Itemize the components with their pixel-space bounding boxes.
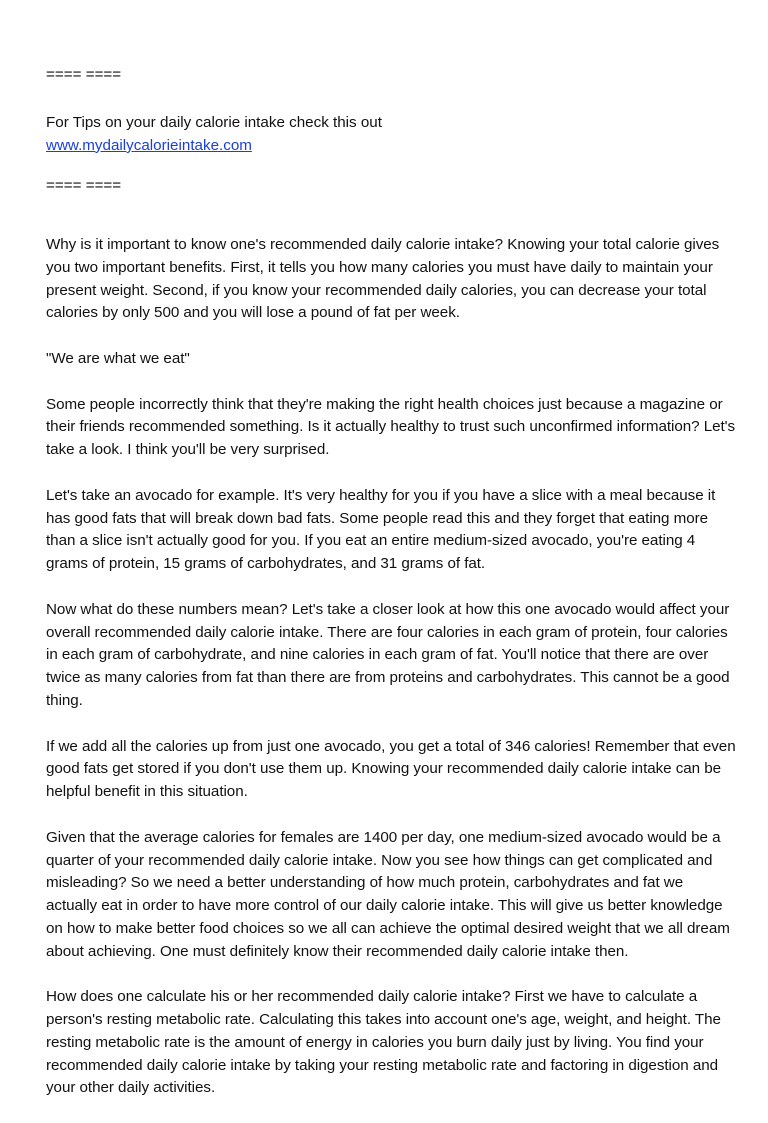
tips-block: [46, 112, 382, 158]
document-page: [46, 0, 736, 1097]
paragraph-1: Why is it important to know one's recommended daily calorie intake? Knowing your total calorie gives you two important benefits. First, it tells you how many calories you must have daily to maintain your present weight. Second, if you know your recommended daily calories, you can decrease your total calories by only 500 and you will lose a pound of fat per week.: [46, 236, 720, 322]
tips-text: For Tips on your daily calorie intake check this out: [46, 114, 382, 131]
separator-bottom: ==== ====: [46, 177, 122, 194]
paragraph-6: If we add all the calories up from just one avocado, you get a total of 346 calories! Remember that even good fats get stored if you don't use them up. Knowing your recommended daily calorie intake can be helpful benefit in this situation.: [46, 737, 736, 801]
paragraph-5: Now what do these numbers mean? Let's take a closer look at how this one avocado would affect your overall recommended daily calorie intake. There are four calories in each gram of protein, four calories in each gram of carbohydrate, and nine calories in each gram of fat. You'll notice that there are over twice as many calories from fat than there are from proteins and carbohydrates. This cannot be a good thing.: [46, 600, 730, 709]
paragraph-2: "We are what we eat": [46, 349, 190, 367]
paragraph-4: Let's take an avocado for example. It's very healthy for you if you have a slice with a meal because it has good fats that will break down bad fats. Some people read this and they forget that eating more than a slice isn't actually good for you. If you eat an entire medium-sized avocado, you're eating 4 grams of protein, 15 grams of carbohydrates, and 31 grams of fat.: [46, 486, 716, 573]
paragraph-7: Given that the average calories for females are 1400 per day, one medium-sized avocado would be a quarter of your recommended daily calorie intake. Now you see how things can get complicated and misleading? So we need a better understanding of how much protein, carbohydrates and fat we actually eat in order to have more control of our daily calorie intake. This will give us better knowledge on how to make better food choices so we all can achieve the optimal desired weight that we all dream about achieving. One must definitely know their recommended daily calorie intake then.: [46, 828, 730, 960]
tips-link-line: [46, 135, 382, 158]
paragraph-8: How does one calculate his or her recommended daily calorie intake? First we have to calculate a person's resting metabolic rate. Calculating this takes into account one's age, weight, and height. The resting metabolic rate is the amount of energy in calories you burn daily just by living. You find your recommended daily calorie intake by taking your resting metabolic rate and factoring in digestion and your other daily activities.: [46, 988, 721, 1097]
tips-link[interactable]: www.mydailycalorieintake.com: [46, 136, 252, 154]
paragraph-3: Some people incorrectly think that they're making the right health choices just because a magazine or their friends recommended something. Is it actually healthy to trust such unconfirmed information? Let's take a look. I think you'll be very surprised.: [46, 395, 736, 459]
separator-top: ==== ====: [46, 66, 122, 83]
article-body: [46, 234, 736, 1123]
